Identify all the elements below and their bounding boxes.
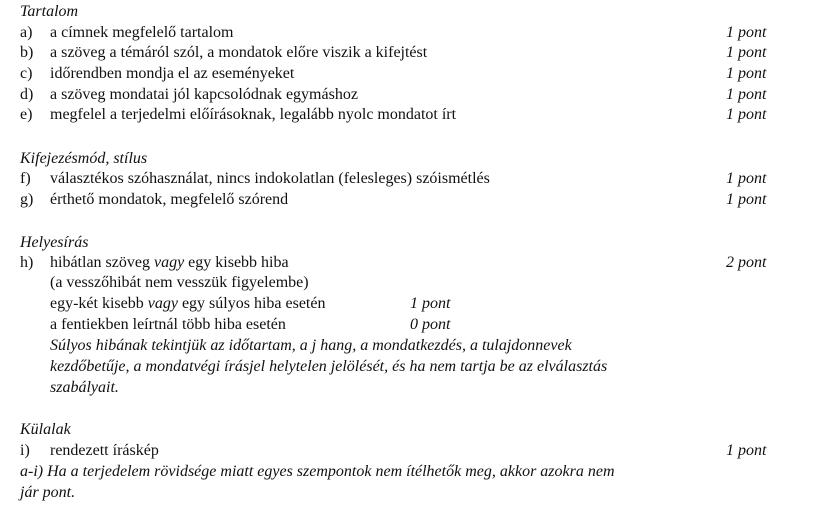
- final-note-line: jár pont.: [20, 484, 76, 501]
- criterion-letter: c): [20, 65, 33, 82]
- criterion-text: a szöveg mondatai jól kapcsolódnak egymáshoz: [50, 86, 358, 103]
- sub-criterion-text-part: egy-két kisebb: [50, 295, 148, 312]
- serious-error-note-line: Súlyos hibának tekintjük az időtartam, a j hang, a mondatkezdés, a tulajdonnevek: [50, 337, 572, 354]
- criterion-text-part: egy kisebb hiba: [184, 254, 289, 271]
- criterion-points: 1 pont: [726, 44, 767, 61]
- section-heading-tartalom: Tartalom: [20, 3, 79, 20]
- criterion-text: [50, 253, 289, 273]
- criterion-text: rendezett íráskép: [50, 442, 159, 459]
- sub-criterion-text-italic: vagy: [147, 295, 178, 312]
- criterion-text-italic: vagy: [153, 254, 185, 271]
- criterion-letter: h): [20, 254, 34, 271]
- criterion-points: 1 pont: [726, 24, 767, 41]
- criterion-text: a címnek megfelelő tartalom: [50, 24, 234, 41]
- criterion-text: választékos szóhasználat, nincs indokolatlan (felesleges) szóismétlés: [50, 170, 490, 187]
- section-heading-kifejezesmod: Kifejezésmód, stílus: [20, 150, 148, 167]
- criterion-points: 2 pont: [726, 254, 767, 271]
- criterion-points: 1 pont: [726, 191, 767, 208]
- sub-criterion-points: 1 pont: [410, 295, 451, 312]
- criterion-text-part: hibátlan szöveg: [50, 254, 154, 271]
- criterion-points: 1 pont: [726, 170, 767, 187]
- section-heading-helyesiras: Helyesírás: [20, 234, 89, 251]
- sub-criterion-text: [50, 294, 325, 314]
- serious-error-note-line: kezdőbetűje, a mondatvégi írásjel helytelen jelölését, és ha nem tartja be az elválasztás: [50, 358, 608, 375]
- sub-criterion-text-part: egy súlyos hiba esetén: [177, 295, 326, 312]
- final-note-line: a-i) Ha a terjedelem rövidsége miatt egyes szempontok nem ítélhetők meg, akkor azokra nem: [20, 463, 615, 480]
- criterion-points: 1 pont: [726, 65, 767, 82]
- criterion-letter: d): [20, 86, 34, 103]
- section-heading-kulalak: Külalak: [20, 421, 71, 438]
- criterion-points: 1 pont: [726, 442, 767, 459]
- criterion-letter: a): [20, 24, 33, 41]
- criterion-letter: b): [20, 44, 34, 61]
- criterion-text: megfelel a terjedelmi előírásoknak, legalább nyolc mondatot írt: [50, 106, 457, 123]
- criterion-letter: i): [20, 442, 30, 459]
- criterion-letter: g): [20, 191, 34, 208]
- serious-error-note-line: szabályait.: [50, 379, 119, 396]
- sub-criterion-points: 0 pont: [410, 316, 451, 333]
- criterion-text: időrendben mondja el az eseményeket: [50, 65, 295, 82]
- criterion-points: 1 pont: [726, 106, 767, 123]
- criterion-letter: e): [20, 106, 33, 123]
- criterion-text: a szöveg a témáról szól, a mondatok előre viszik a kifejtést: [50, 44, 428, 61]
- criterion-letter: f): [20, 170, 31, 187]
- criterion-points: 1 pont: [726, 86, 767, 103]
- comma-note: (a vesszőhibát nem vesszük figyelembe): [50, 274, 309, 291]
- sub-criterion-text: a fentiekben leírtnál több hiba esetén: [50, 316, 286, 333]
- criterion-text: érthető mondatok, megfelelő szórend: [50, 191, 289, 208]
